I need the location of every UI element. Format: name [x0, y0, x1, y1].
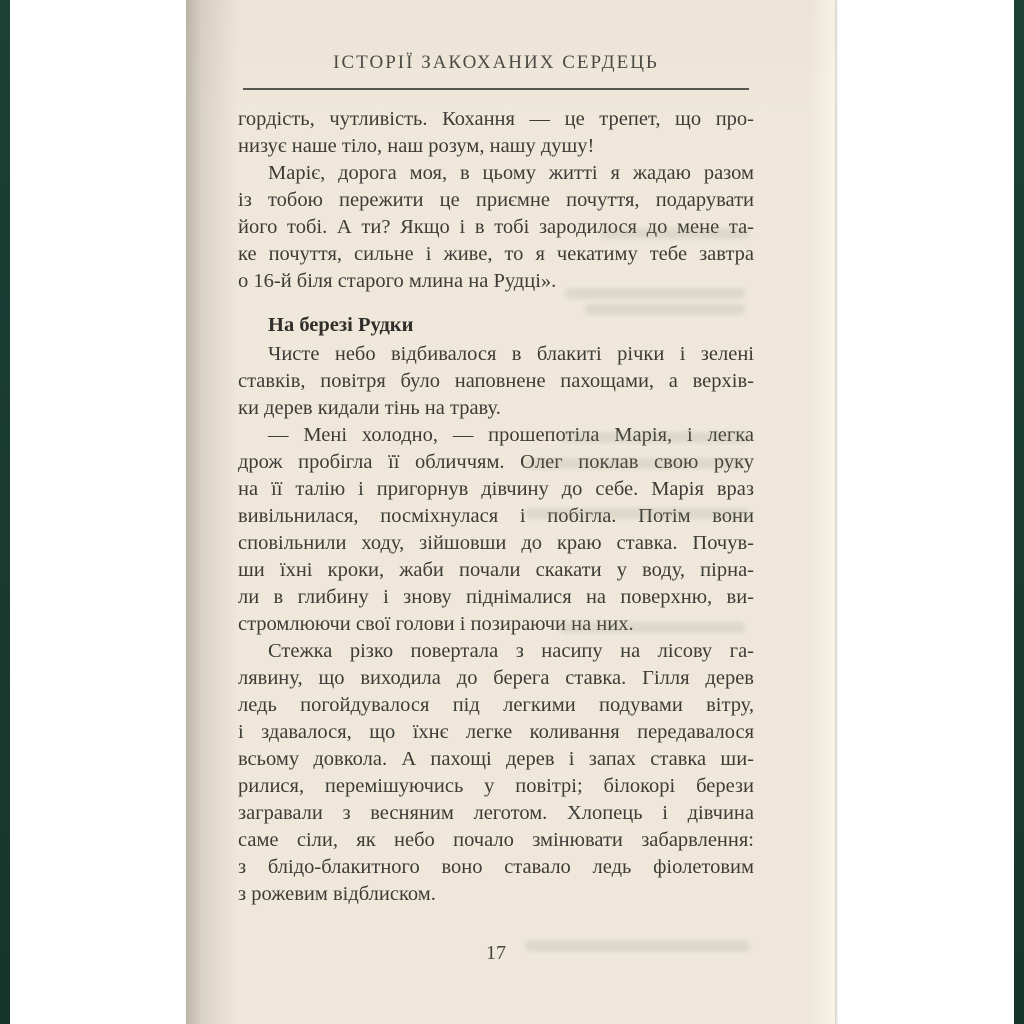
- text-line: ставків, повітря було наповнене пахощами, а верхів-: [238, 370, 754, 392]
- text-line: — Мені холодно, — прошепотіла Марія, і легка: [268, 424, 754, 446]
- section-heading: На березі Рудки: [268, 314, 414, 336]
- show-through-smudge: [600, 228, 750, 239]
- show-through-smudge: [560, 432, 750, 443]
- page-number: 17: [486, 942, 506, 964]
- paragraph: [238, 106, 754, 160]
- text-line: ки дерев кидали тінь на траву.: [238, 397, 501, 419]
- show-through-smudge: [560, 622, 745, 633]
- text-line: Стежка різко повертала з насипу на лісову га-: [268, 640, 754, 662]
- left-cover-edge: [0, 0, 10, 1024]
- text-line: ке почуття, сильне і живе, то я чекатиму тебе завтра: [238, 243, 754, 265]
- header-rule: [243, 88, 749, 90]
- text-line: вивільнилася, посміхнулася і побігла. Потім вони: [238, 505, 754, 527]
- text-line: саме сіли, як небо почало змінювати забарвлення:: [238, 829, 754, 851]
- text-line: рилися, перемішуючись у повітрі; білокорі берези: [238, 775, 754, 797]
- show-through-smudge: [525, 458, 745, 469]
- text-line: його тобі. А ти? Якщо і в тобі зародилося до мене та-: [238, 216, 754, 238]
- text-line: із тобою пережити це приємне почуття, подарувати: [238, 189, 754, 211]
- text-line: дрож пробігла її обличчям. Олег поклав свою руку: [238, 451, 754, 473]
- text-line: і здавалося, що їхнє легке коливання передавалося: [238, 721, 754, 743]
- running-head: ІСТОРІЇ ЗАКОХАНИХ СЕРДЕЦЬ: [333, 52, 659, 73]
- text-line: загравали з весняним леготом. Хлопець і дівчина: [238, 802, 754, 824]
- text-line: низує наше тіло, наш розум, нашу душу!: [238, 135, 595, 157]
- text-line: ли в глибину і знову піднімалися на поверхню, ви-: [238, 586, 754, 608]
- show-through-smudge: [525, 508, 750, 519]
- text-line: з рожевим відблиском.: [238, 883, 436, 905]
- show-through-smudge: [525, 940, 750, 952]
- text-line: Маріє, дорога моя, в цьому житті я жадаю разом: [268, 162, 754, 184]
- text-line: на її талію і пригорнув дівчину до себе. Марія враз: [238, 478, 754, 500]
- paragraph: [238, 638, 754, 908]
- show-through-smudge: [565, 288, 745, 299]
- text-line: стромлюючи свої голови і позираючи на них.: [238, 613, 634, 635]
- text-line: гордість, чутливість. Кохання — це трепет, що про-: [238, 108, 754, 130]
- paragraph: [238, 341, 754, 422]
- text-line: ледь погойдувалося під легкими подувами вітру,: [238, 694, 754, 716]
- text-line: лявину, що виходила до берега ставка. Гілля дерев: [238, 667, 754, 689]
- text-line: сповільнили ходу, зійшовши до краю ставка. Почув-: [238, 532, 754, 554]
- paragraph: [238, 422, 754, 638]
- text-line: о 16-й біля старого млина на Рудці».: [238, 270, 557, 292]
- text-line: ши їхні кроки, жаби почали скакати у воду, пірна-: [238, 559, 754, 581]
- text-line: всьому довкола. А пахощі дерев і запах ставка ши-: [238, 748, 754, 770]
- page-paper: [186, 0, 836, 1024]
- show-through-smudge: [585, 304, 745, 315]
- text-line: з блідо-блакитного воно ставало ледь фіолетовим: [238, 856, 754, 878]
- page-body: [238, 106, 754, 908]
- right-cover-edge: [1014, 0, 1024, 1024]
- text-line: Чисте небо відбивалося в блакиті річки і зелені: [268, 343, 754, 365]
